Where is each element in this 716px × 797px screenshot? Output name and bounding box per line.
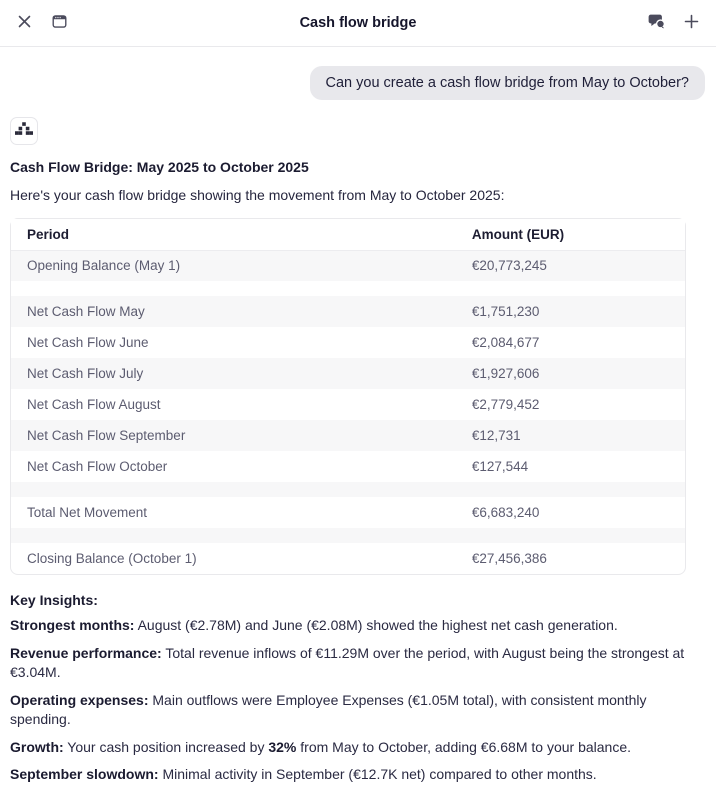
cash-flow-table: [10, 218, 686, 575]
amount-cell: €27,456,386: [471, 551, 547, 566]
insights-list: [10, 616, 705, 785]
period-cell: Net Cash Flow June: [27, 335, 149, 350]
pixel-triangle-logo-icon: [15, 120, 33, 143]
insight-item: Growth: Your cash position increased by 32% from May to October, adding €6.68M to your balance.: [10, 738, 632, 755]
amount-cell: €2,084,677: [471, 335, 540, 350]
avatar: [10, 117, 38, 145]
close-button[interactable]: [13, 12, 35, 34]
window-icon: [51, 13, 68, 33]
insights-title: Key Insights:: [10, 592, 98, 608]
spacer-cell: [11, 281, 685, 296]
insight-item: Revenue performance: Total revenue inflows of €11.29M over the period, with August being the strongest at €3.04M.: [10, 644, 685, 680]
column-header-period: Period: [11, 219, 456, 250]
close-icon: [17, 14, 32, 32]
table-row: [11, 389, 685, 420]
period-cell: Net Cash Flow October: [27, 459, 168, 474]
chat-history-button[interactable]: [645, 12, 667, 34]
table-spacer-row: [11, 528, 685, 543]
table-row: [11, 451, 685, 482]
amount-cell: €1,927,606: [471, 366, 540, 381]
amount-cell: €127,544: [471, 459, 529, 474]
spacer-cell: [11, 482, 685, 497]
table-spacer-row: [11, 281, 685, 296]
titlebar-right-controls: [645, 12, 702, 34]
titlebar-left-controls: [13, 12, 70, 34]
table-header-row: [11, 219, 685, 250]
period-cell: Closing Balance (October 1): [27, 551, 197, 566]
table-row: [11, 327, 685, 358]
table-row: [11, 296, 685, 327]
amount-cell: €12,731: [471, 428, 521, 443]
titlebar: [0, 0, 716, 47]
table-spacer-row: [11, 482, 685, 497]
amount-cell: €1,751,230: [471, 304, 540, 319]
insight-item: Strongest months: August (€2.78M) and June (€2.08M) showed the highest net cash generation.: [10, 617, 618, 633]
period-cell: Net Cash Flow May: [27, 304, 145, 319]
amount-cell: €20,773,245: [471, 258, 547, 274]
table-row: [11, 497, 685, 528]
window-button[interactable]: [48, 12, 70, 34]
chat-bubbles-icon: [647, 12, 666, 34]
table-row: [11, 543, 685, 574]
report-title: Cash Flow Bridge: May 2025 to October 2025: [10, 159, 309, 175]
chat-area: [0, 66, 716, 797]
report-intro: Here's your cash flow bridge showing the movement from May to October 2025:: [10, 187, 505, 203]
period-cell: Opening Balance (May 1): [27, 258, 181, 274]
column-header-amount: Amount (EUR): [456, 219, 685, 250]
insight-item: Operating expenses: Main outflows were Employee Expenses (€1.05M total), with consistent monthly spending.: [10, 691, 647, 727]
insight-item: September slowdown: Minimal activity in September (€12.7K net) compared to other months.: [10, 766, 597, 782]
page-title: Cash flow bridge: [299, 15, 417, 31]
spacer-cell: [11, 528, 685, 543]
period-cell: Net Cash Flow July: [27, 366, 144, 381]
user-message-row: [10, 66, 705, 100]
table-row: [11, 358, 685, 389]
period-cell: Net Cash Flow August: [27, 397, 161, 412]
user-message: Can you create a cash flow bridge from May to October?: [310, 66, 705, 100]
period-cell: Net Cash Flow September: [27, 428, 186, 443]
new-chat-button[interactable]: [680, 12, 702, 34]
table-body: [11, 250, 685, 574]
table-row: [11, 250, 685, 281]
amount-cell: €2,779,452: [471, 397, 540, 412]
period-cell: Total Net Movement: [27, 505, 148, 520]
plus-icon: [684, 14, 699, 32]
table-row: [11, 420, 685, 451]
amount-cell: €6,683,240: [471, 505, 540, 520]
